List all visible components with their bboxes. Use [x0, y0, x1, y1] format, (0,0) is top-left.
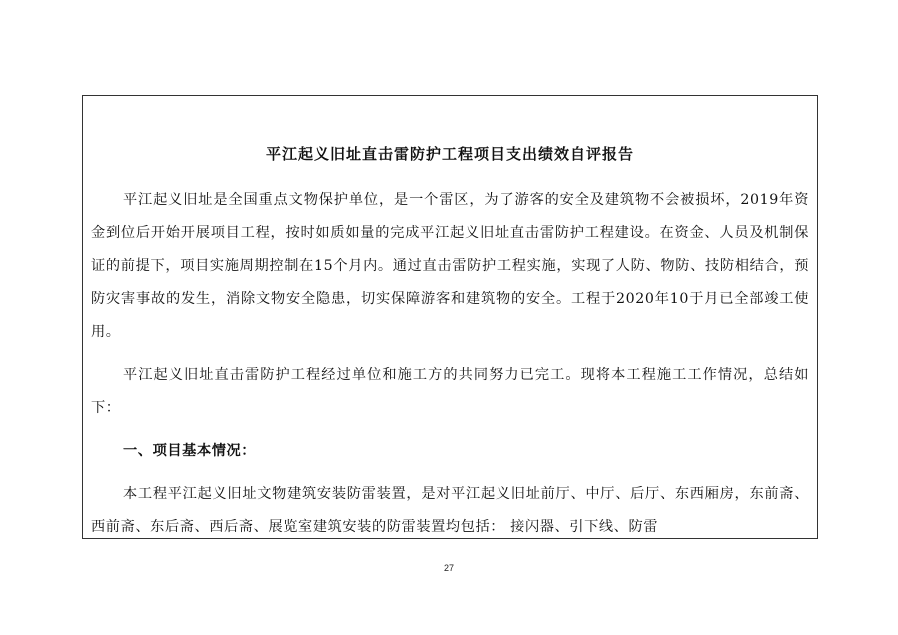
page-number: 27 — [443, 563, 454, 573]
paragraph-completion: 平江起义旧址直击雷防护工程经过单位和施工方的共同努力已完工。现将本工程施工工作情况，总结如下： — [91, 367, 809, 416]
report-title: 平江起义旧址直击雷防护工程项目支出绩效自评报告 — [265, 145, 634, 163]
paragraph-project-scope: 本工程平江起义旧址文物建筑安装防雷装置，是对平江起义旧址前厅、中厅、后厅、东西厢房，东前斋、西前斋、东后斋、西后斋、展览室建筑安装的防雷装置均包括： 接闪器、引下线、防雷 — [91, 486, 809, 535]
section-heading-basic-info: 一、项目基本情况： — [123, 443, 257, 459]
document-frame — [82, 95, 818, 539]
paragraph-overview: 平江起义旧址是全国重点文物保护单位，是一个雷区，为了游客的安全及建筑物不会被损坏，2019年资金到位后开始开展项目工程，按时如质如量的完成平江起义旧址直击雷防护工程建设。在资金、人员及机制保证的前提下，项目实施周期控制在15个月内。通过直击雷防护工程实施，实现了人防、物防、技防相结合，预防灾害事故的发生，消除文物安全隐患，切实保障游客和建筑物的安全。工程于2020年10于月已全部竣工使用。 — [91, 192, 809, 340]
report-body — [91, 184, 809, 539]
